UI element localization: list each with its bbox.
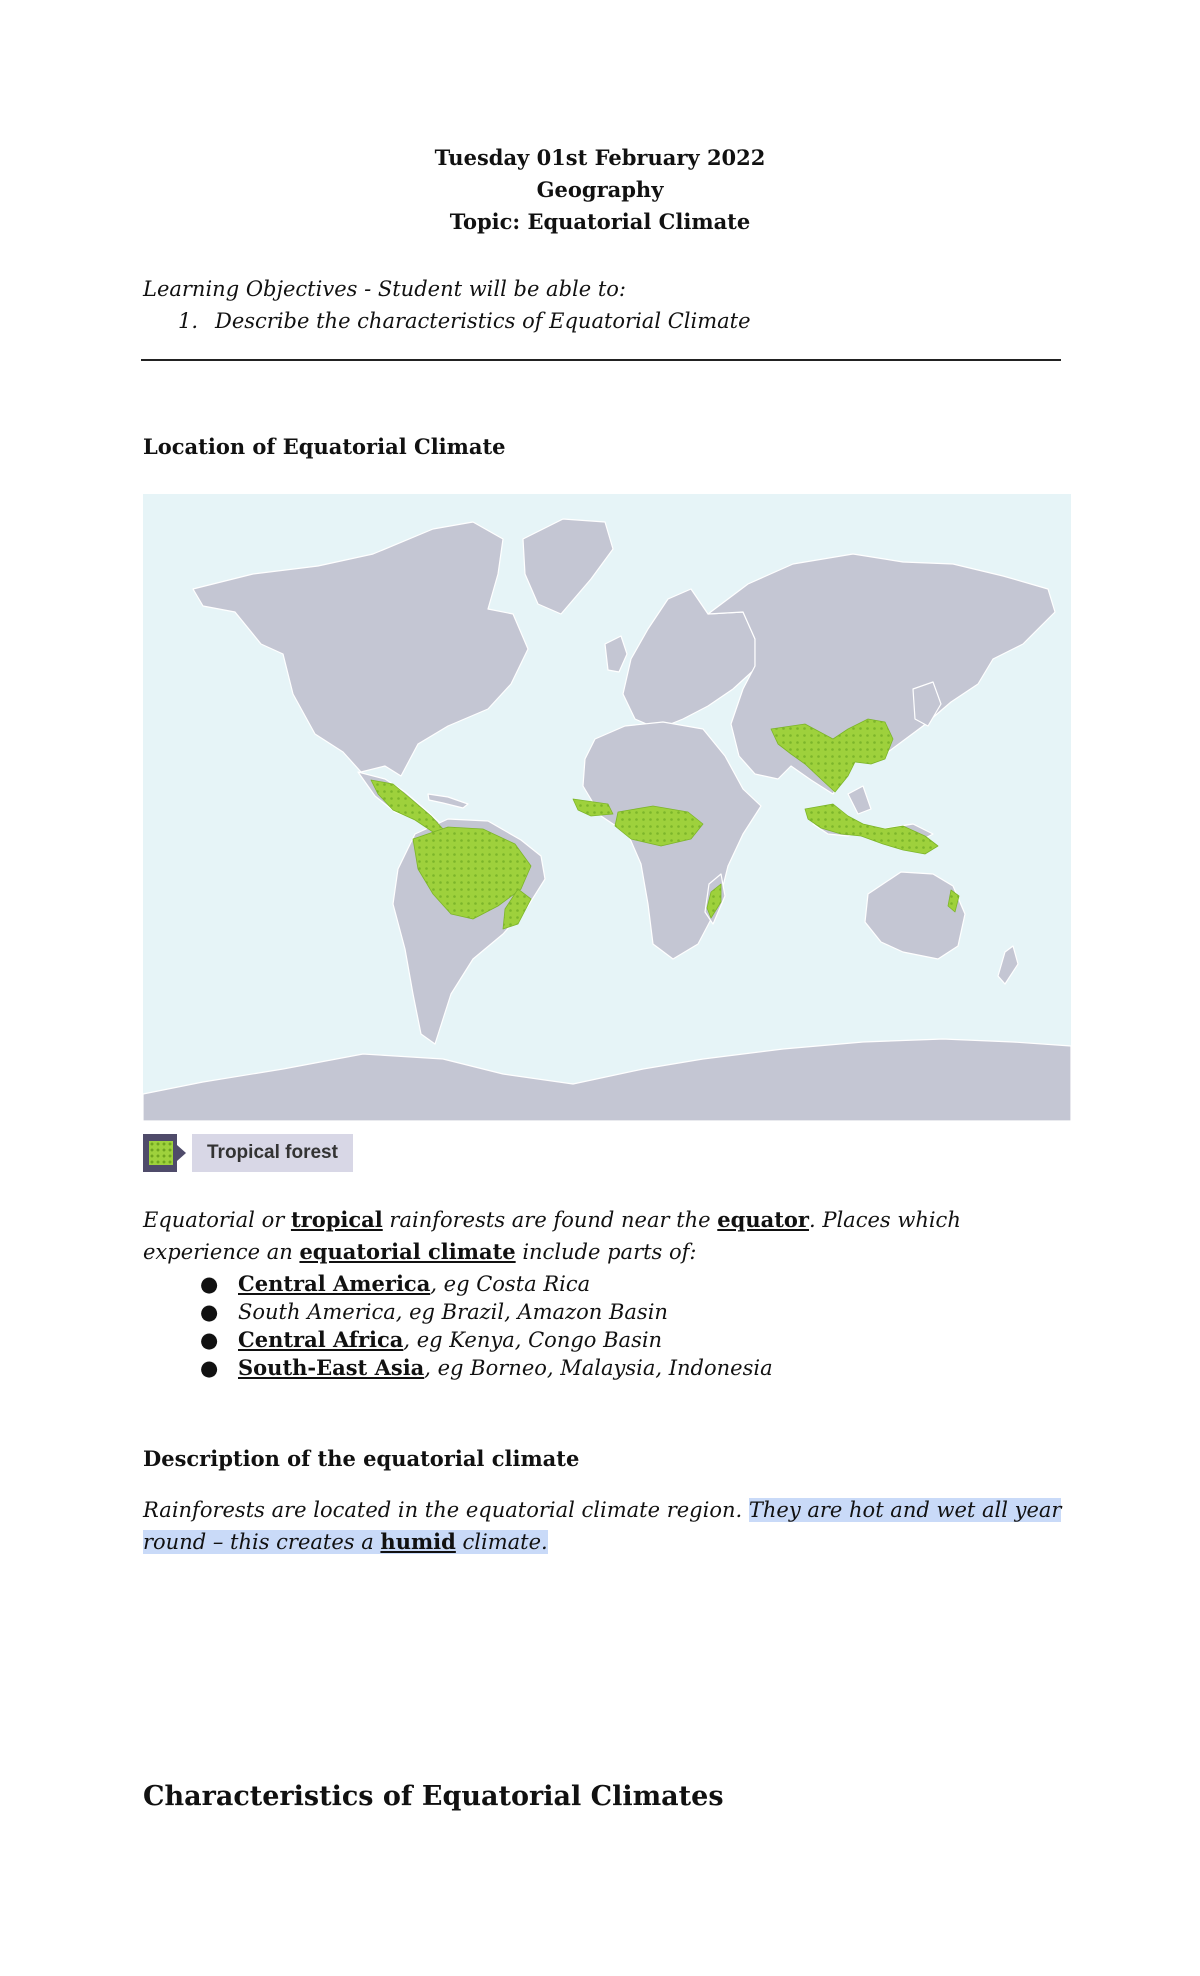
forest-central-america <box>371 780 443 832</box>
intro-text: Equatorial or <box>143 1208 291 1232</box>
map-legend <box>143 1134 353 1172</box>
region-name: Central America <box>238 1271 431 1296</box>
intro-text: include parts of: <box>515 1240 697 1264</box>
list-item <box>143 1298 773 1326</box>
term-equatorial-climate: equatorial climate <box>299 1239 516 1264</box>
legend-label: Tropical forest <box>192 1134 353 1172</box>
list-item <box>143 1270 773 1298</box>
regions-list <box>143 1270 773 1382</box>
region-example: South America, eg Brazil, Amazon Basin <box>238 1300 668 1324</box>
learning-objectives <box>143 273 1063 337</box>
objective-item <box>143 305 1063 337</box>
characteristics-heading: Characteristics of Equatorial Climates <box>143 1781 724 1812</box>
intro-text: rainforests are found near the <box>382 1208 718 1232</box>
greenland-landmass <box>523 519 613 614</box>
britain-landmass <box>605 636 627 672</box>
objective-text: Describe the characteristics of Equatorial Climate <box>215 309 751 333</box>
list-item <box>143 1326 773 1354</box>
bullet-icon: ● <box>200 1300 219 1324</box>
description-heading: Description of the equatorial climate <box>143 1446 580 1471</box>
highlighted-text-part: They are hot and wet all year round – this creates a <box>143 1498 1062 1554</box>
term-tropical: tropical <box>290 1207 383 1232</box>
objectives-title: Learning Objectives - Student will be able to: <box>143 277 626 301</box>
description-paragraph <box>143 1494 1073 1558</box>
tropical-forest-swatch <box>143 1134 177 1172</box>
description-text: Rainforests are located in the equatorial climate region. <box>143 1498 749 1522</box>
intro-text: . Places which experience an <box>143 1208 961 1264</box>
objective-number: 1. <box>178 309 199 333</box>
subject-line: Geography <box>536 177 664 202</box>
antarctica-landmass <box>143 1039 1071 1121</box>
region-name: South-East Asia <box>238 1355 425 1380</box>
date-line: Tuesday 01st February 2022 <box>434 145 766 170</box>
region-example: , eg Borneo, Malaysia, Indonesia <box>424 1356 773 1380</box>
new-zealand-landmass <box>998 946 1018 984</box>
document-header <box>0 142 1200 238</box>
bullet-icon: ● <box>200 1272 219 1296</box>
region-example: , eg Costa Rica <box>430 1272 591 1296</box>
australia-landmass <box>865 872 965 959</box>
topic-line: Topic: Equatorial Climate <box>449 209 751 234</box>
region-name: Central Africa <box>238 1327 404 1352</box>
highlighted-text-part: climate. <box>455 1530 548 1554</box>
world-map-graphic <box>143 494 1071 1121</box>
bullet-icon: ● <box>200 1328 219 1352</box>
intro-paragraph <box>143 1204 1073 1268</box>
north-america-landmass <box>193 522 528 776</box>
caribbean-islands <box>428 794 468 808</box>
list-item <box>143 1354 773 1382</box>
term-humid: humid <box>380 1529 456 1554</box>
region-example: , eg Kenya, Congo Basin <box>403 1328 663 1352</box>
horizontal-rule <box>141 359 1061 361</box>
world-map <box>143 494 1071 1121</box>
bullet-icon: ● <box>200 1356 219 1380</box>
location-heading: Location of Equatorial Climate <box>143 434 506 459</box>
term-equator: equator <box>717 1207 809 1232</box>
legend-pointer-icon <box>177 1145 186 1161</box>
